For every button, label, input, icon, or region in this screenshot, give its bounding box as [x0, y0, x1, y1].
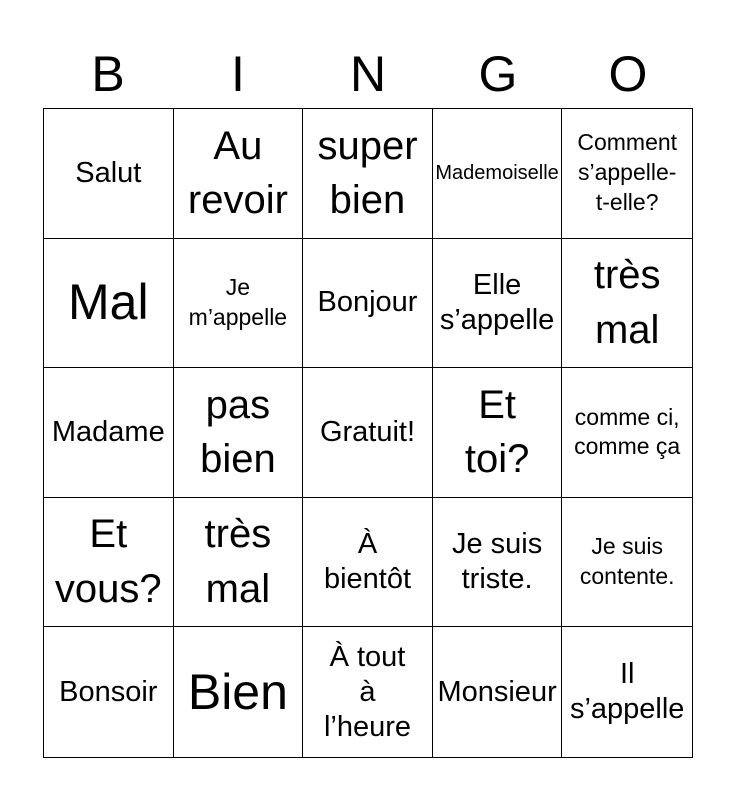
bingo-cell[interactable] [303, 627, 433, 757]
bingo-cell-text: Bonjour [317, 286, 418, 319]
bingo-cell[interactable] [44, 109, 174, 239]
bingo-cell[interactable] [433, 498, 563, 628]
bingo-card-grid [43, 108, 693, 758]
bingo-cell[interactable] [174, 368, 304, 498]
bingo-cell-text: très mal [593, 253, 661, 352]
bingo-cell-text: Et toi? [464, 382, 530, 482]
header-letter-n: N [349, 46, 387, 102]
bingo-cell-text: Mal [68, 274, 149, 331]
bingo-cell-text: Elle s’appelle [439, 269, 555, 336]
bingo-cell-text: très mal [204, 512, 272, 612]
bingo-cell-text: Je suis contente. [579, 533, 675, 590]
bingo-cell[interactable] [562, 239, 692, 369]
bingo-cell-text: Et vous? [54, 512, 162, 612]
header-letter-o: O [608, 46, 648, 102]
bingo-cell[interactable] [44, 368, 174, 498]
bingo-cell-text: Comment s’appelle- t-elle? [577, 129, 678, 216]
header-letter-g: G [478, 46, 518, 102]
bingo-cell-text: Gratuit! [319, 416, 416, 449]
bingo-cell-text: Salut [75, 156, 142, 189]
bingo-cell-text: À tout à l’heure [323, 641, 412, 743]
bingo-cell[interactable] [433, 109, 563, 239]
bingo-cell[interactable] [44, 627, 174, 757]
header-letter-b: B [91, 46, 125, 102]
bingo-cell[interactable] [44, 239, 174, 369]
bingo-cell[interactable] [562, 627, 692, 757]
bingo-cell[interactable] [562, 368, 692, 498]
bingo-cell[interactable] [433, 627, 563, 757]
bingo-cell-text: comme ci, comme ça [574, 403, 681, 460]
bingo-cell-text: Bien [187, 663, 288, 720]
bingo-cell[interactable] [433, 368, 563, 498]
bingo-cell-text: super bien [317, 123, 418, 223]
bingo-header [43, 40, 693, 108]
bingo-cell-text: Bonsoir [59, 675, 158, 708]
bingo-cell-text: Je m’appelle [188, 274, 288, 330]
bingo-cell-text: pas bien [200, 382, 276, 482]
bingo-cell[interactable] [174, 498, 304, 628]
bingo-cell[interactable] [174, 627, 304, 757]
bingo-cell[interactable] [433, 239, 563, 369]
bingo-cell[interactable] [303, 239, 433, 369]
bingo-cell-text: Monsieur [437, 675, 557, 708]
bingo-cell-text: Il s’appelle [569, 658, 685, 726]
bingo-cell[interactable] [303, 109, 433, 239]
bingo-cell[interactable] [562, 498, 692, 628]
header-letter-i: I [231, 46, 245, 102]
bingo-free-space[interactable] [303, 368, 433, 498]
bingo-cell[interactable] [174, 109, 304, 239]
bingo-cell-text: Au revoir [187, 123, 288, 223]
bingo-cell-text: Mademoiselle [435, 162, 559, 185]
bingo-cell-text: Madame [51, 416, 165, 449]
bingo-cell[interactable] [303, 498, 433, 628]
bingo-cell[interactable] [174, 239, 304, 369]
bingo-cell[interactable] [44, 498, 174, 628]
bingo-cell-text: Je suis triste. [451, 528, 543, 596]
bingo-cell-text: À bientôt [323, 528, 412, 596]
bingo-cell[interactable] [562, 109, 692, 239]
